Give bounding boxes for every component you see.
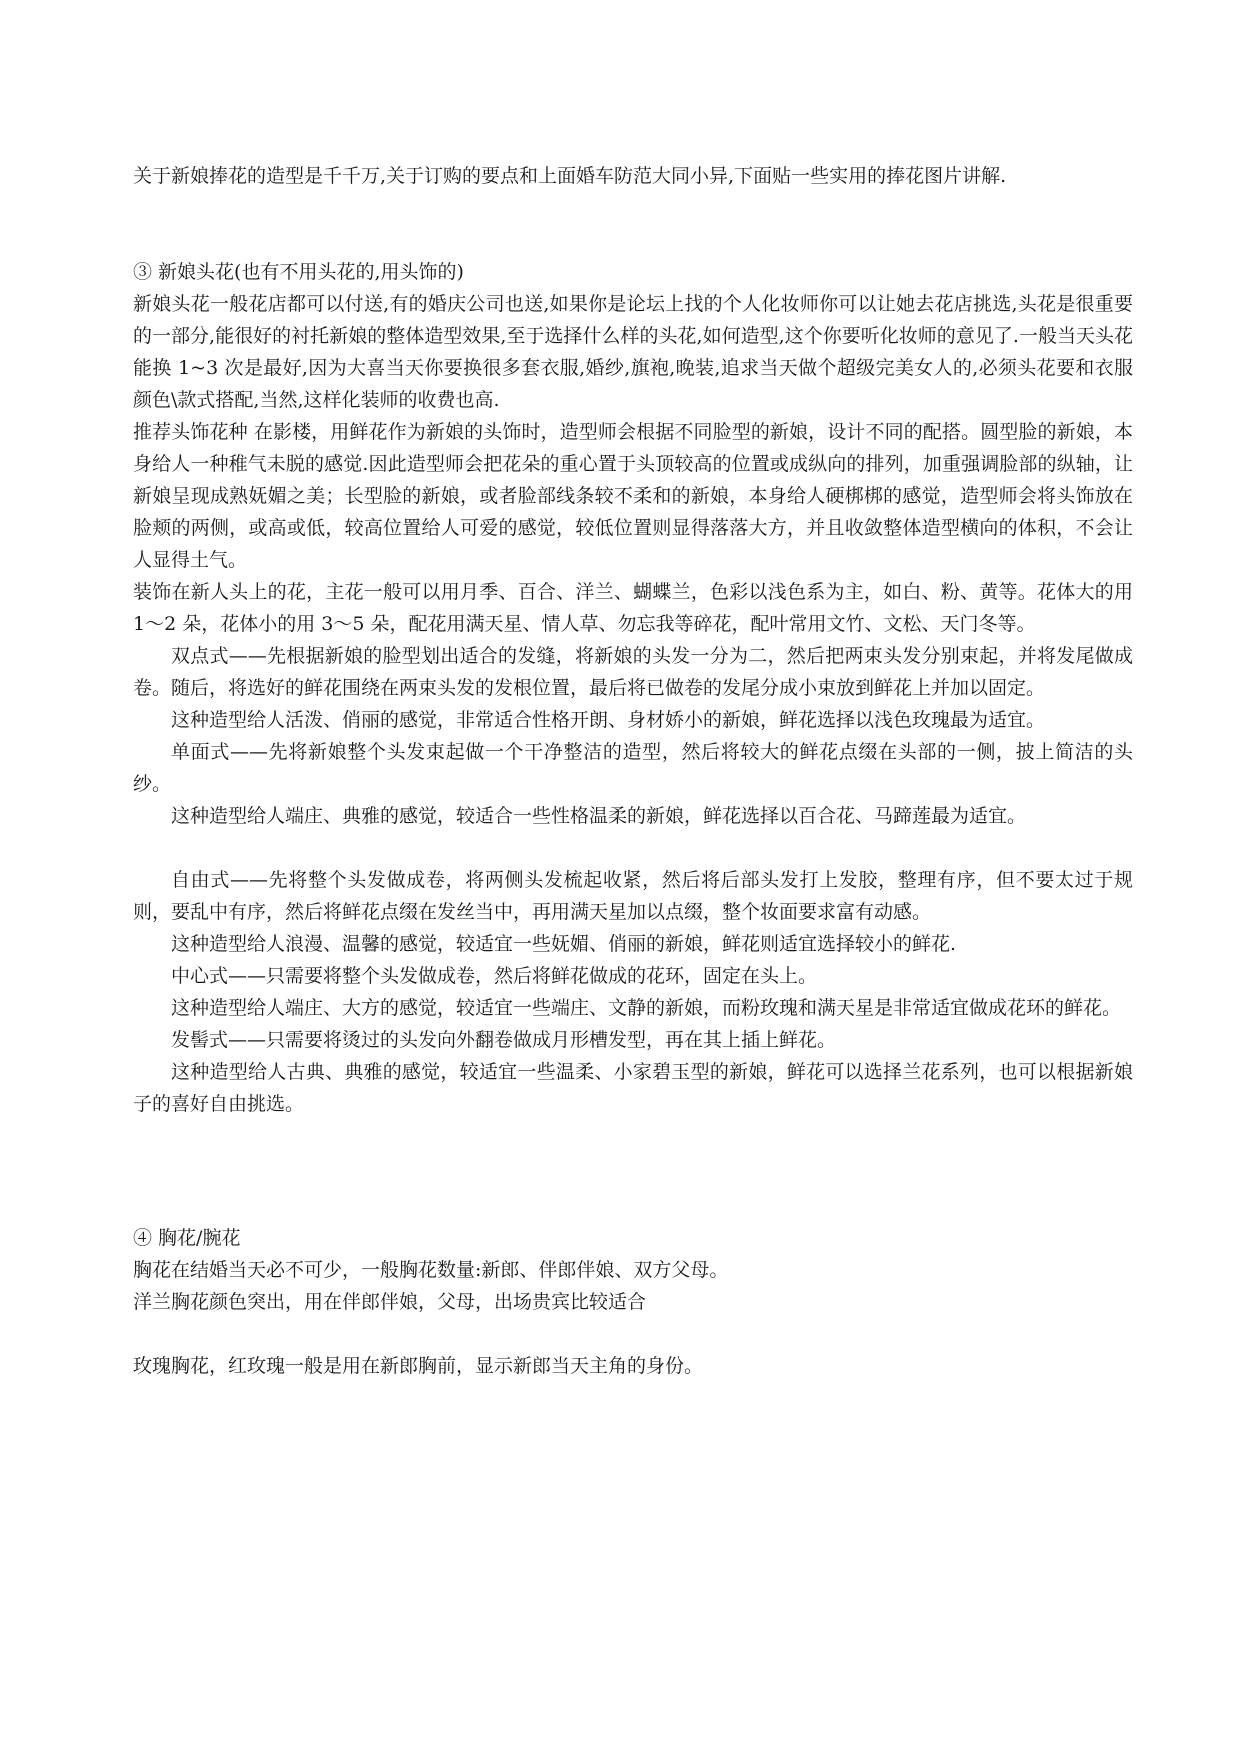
spacer [133, 192, 1133, 256]
style-effect: 这种造型给人活泼、俏丽的感觉，非常适合性格开朗、身材娇小的新娘，鲜花选择以浅色玫瑰最为适宜。 [171, 709, 1046, 731]
style-description: 单面式——先将新娘整个头发束起做一个干净整洁的造型，然后将较大的鲜花点缀在头部的一侧，披上简洁的头纱。 [133, 741, 1133, 795]
section-3-paragraph: 推荐头饰花种 在影楼，用鲜花作为新娘的头饰时，造型师会根据不同脸型的新娘，设计不同的配搭。圆型脸的新娘，本身给人一种稚气未脱的感觉.因此造型师会把花朵的重心置于头顶较高的位置或成纵向的排列，加重强调脸部的纵轴，让新娘呈现成熟妩媚之美；长型脸的新娘，或者脸部线条较不柔和的新娘，本身给人硬梆梆的感觉，造型师会将头饰放在脸颊的两侧，或高或低，较高位置给人可爱的感觉，较低位置则显得落落大方，并且收敛整体造型横向的体积，不会让人显得土气。 [133, 421, 1133, 571]
section-3-paragraph: 新娘头花一般花店都可以付送,有的婚庆公司也送,如果你是论坛上找的个人化妆师你可以让她去花店挑选,头花是很重要的一部分,能很好的衬托新娘的整体造型效果,至于选择什么样的头花,如何造型,这个你要听化妆师的意见了.一般当天头花能换 1~3 次是最好,因为大喜当天你要换很多套衣服,婚纱,旗袍,晚装,追求当天做个超级完美女人的,必须头花要和衣服颜色\款式搭配,当然,这样化装师的收费也高. [133, 293, 1133, 411]
style-effect: 这种造型给人端庄、大方的感觉，较适宜一些端庄、文静的新娘，而粉玫瑰和满天星是非常适宜做成花环的鲜花。 [171, 997, 1122, 1019]
section-4-paragraph: 洋兰胸花颜色突出，用在伴郎伴娘，父母，出场贵宾比较适合 [133, 1291, 647, 1313]
style-effect: 这种造型给人端庄、典雅的感觉，较适合一些性格温柔的新娘，鲜花选择以百合花、马蹄莲最为适宜。 [171, 805, 1027, 827]
section-4-paragraph: 玫瑰胸花，红玫瑰一般是用在新郎胸前，显示新郎当天主角的身份。 [133, 1355, 704, 1377]
section-4-paragraph: 胸花在结婚当天必不可少，一般胸花数量:新郎、伴郎伴娘、双方父母。 [133, 1259, 729, 1281]
section-3-paragraph: 装饰在新人头上的花，主花一般可以用月季、百合、洋兰、蝴蝶兰，色彩以浅色系为主，如白、粉、黄等。花体大的用 1～2 朵，花体小的用 3～5 朵，配花用满天星、情人草、勿忘我等碎花，配叶常用文竹、文松、天门冬等。 [133, 581, 1133, 635]
section-3-heading: ③ 新娘头花(也有不用头花的,用头饰的) [133, 261, 464, 283]
intro-paragraph: 关于新娘捧花的造型是千千万,关于订购的要点和上面婚车防范大同小异,下面贴一些实用的捧花图片讲解. [133, 165, 1007, 187]
section-4-heading: ④ 胸花/腕花 [133, 1227, 241, 1249]
style-description: 自由式——先将整个头发做成卷，将两侧头发梳起收紧，然后将后部头发打上发胶，整理有序，但不要太过于规则，要乱中有序，然后将鲜花点缀在发丝当中，再用满天星加以点缀，整个妆面要求富有动感。 [133, 869, 1133, 923]
spacer [133, 832, 1133, 864]
spacer [133, 1120, 1133, 1222]
style-effect: 这种造型给人浪漫、温馨的感觉，较适宜一些妩媚、俏丽的新娘，鲜花则适宜选择较小的鲜花. [171, 933, 957, 955]
style-description: 中心式——只需要将整个头发做成卷，然后将鲜花做成的花环，固定在头上。 [171, 965, 818, 987]
style-description: 双点式——先根据新娘的脸型划出适合的发缝，将新娘的头发一分为二，然后把两束头发分别束起，并将发尾做成卷。随后，将选好的鲜花围绕在两束头发的发根位置，最后将已做卷的发尾分成小束放到鲜花上并加以固定。 [133, 645, 1133, 699]
spacer [133, 1318, 1133, 1350]
style-description: 发髻式——只需要将烫过的头发向外翻卷做成月形槽发型，再在其上插上鲜花。 [171, 1029, 837, 1051]
document-body [133, 160, 1133, 1382]
style-effect: 这种造型给人古典、典雅的感觉，较适宜一些温柔、小家碧玉型的新娘，鲜花可以选择兰花系列，也可以根据新娘子的喜好自由挑选。 [133, 1061, 1133, 1115]
